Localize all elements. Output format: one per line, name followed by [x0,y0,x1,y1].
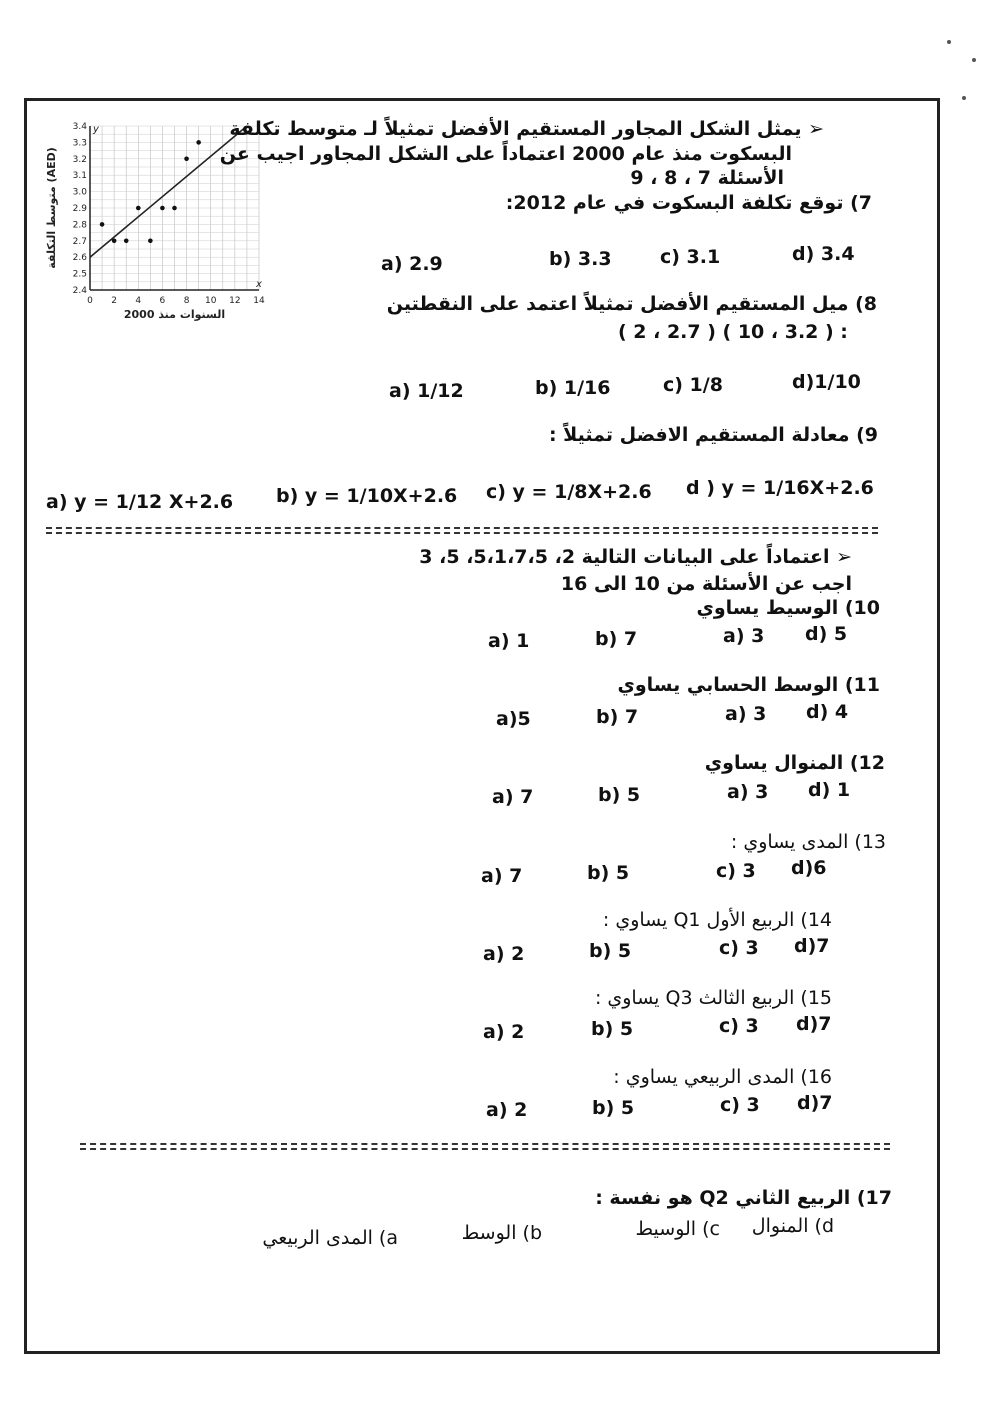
data-point [112,239,117,244]
intro-line-3: الأسئلة 7 ، 8 ، 9 [630,167,784,189]
q7-option-b[interactable]: b) 3.3 [549,248,612,270]
y-axis-label: متوسط التكلفة (AED) [45,147,58,269]
q15-option-d[interactable]: d)7 [796,1013,832,1035]
q8-points: ( 2 ، 2.7 ) ( 10 ، 3.2 ) : [618,321,848,343]
q17-option-d[interactable]: d) المنوال [751,1215,834,1237]
x-tick-label: 10 [204,296,217,306]
x-axis-letter: x [256,279,262,290]
q8-option-d[interactable]: d)1/10 [792,371,861,393]
x-tick-label: 12 [229,296,241,306]
q9-option-c[interactable]: c) y = 1/8X+2.6 [486,481,652,503]
q10-option-c[interactable]: a) 3 [723,625,765,647]
q10-option-a[interactable]: a) 1 [488,630,530,652]
q12-option-c[interactable]: a) 3 [727,781,769,803]
y-axis-letter: y [93,124,99,135]
y-tick-label: 3.0 [72,187,87,198]
q16-option-d[interactable]: d)7 [797,1092,833,1114]
y-tick-label: 3.1 [72,171,87,182]
y-tick-label: 3.4 [72,122,87,132]
x-tick-label: 6 [159,296,166,306]
q16-option-c[interactable]: c) 3 [720,1094,760,1116]
q16-text: 16) المدى الربيعي يساوي : [613,1066,832,1088]
y-tick-label: 2.6 [72,253,87,264]
q15-option-c[interactable]: c) 3 [719,1015,759,1037]
q13-option-a[interactable]: a) 7 [481,865,523,887]
q15-option-a[interactable]: a) 2 [483,1021,525,1043]
q17-option-a[interactable]: a) المدى الربيعي [262,1227,398,1249]
q11-option-b[interactable]: b) 7 [596,706,639,728]
q17-option-b[interactable]: b) الوسط [461,1222,542,1244]
q12-option-d[interactable]: d) 1 [808,779,851,801]
q9-text: 9) معادلة المستقيم الافضل تمثيلاً : [548,424,878,446]
data-point [196,140,201,145]
data-intro-line-2: اجب عن الأسئلة من 10 الى 16 [560,573,852,595]
x-tick-label: 4 [135,296,142,306]
y-tick-label: 3.2 [72,154,87,165]
data-point [100,222,105,227]
speck-2 [972,58,976,62]
q7-option-c[interactable]: c) 3.1 [660,246,721,268]
q14-option-a[interactable]: a) 2 [483,943,525,965]
q11-option-c[interactable]: a) 3 [725,703,767,725]
intro-line-1: ➢ يمثل الشكل المجاور المستقيم الأفضل تمثيلاً لـ متوسط تكلفة [229,118,824,140]
q10-option-d[interactable]: d) 5 [805,623,848,645]
q14-text: 14) الربيع الأول Q1 يساوي : [602,909,832,931]
data-point [124,239,129,244]
q7-text: 7) توقع تكلفة البسكوت في عام 2012: [505,192,872,214]
q7-option-d[interactable]: d) 3.4 [792,243,855,265]
q12-option-b[interactable]: b) 5 [598,784,641,806]
q11-option-a[interactable]: a)5 [496,708,531,730]
q10-text: 10) الوسيط يساوي [696,597,880,619]
q13-option-c[interactable]: c) 3 [716,860,756,882]
q9-option-b[interactable]: b) y = 1/10X+2.6 [276,485,458,507]
intro-line-2: البسكوت منذ عام 2000 اعتماداً على الشكل المجاور اجيب عن [219,143,792,165]
y-tick-label: 2.5 [72,269,87,280]
x-tick-label: 14 [253,296,265,306]
q12-option-a[interactable]: a) 7 [492,786,534,808]
q14-option-c[interactable]: c) 3 [719,937,759,959]
q11-option-d[interactable]: d) 4 [806,701,849,723]
y-tick-label: 2.9 [72,204,87,214]
data-point [184,157,189,162]
x-axis-label: السنوات منذ 2000 [123,308,226,321]
data-point [136,206,141,211]
q8-option-b[interactable]: b) 1/16 [535,377,611,399]
q16-option-a[interactable]: a) 2 [486,1099,528,1121]
q9-option-a[interactable]: a) y = 1/12 X+2.6 [46,491,234,513]
q9-option-d[interactable]: d ) y = 1/16X+2.6 [686,477,874,499]
x-tick-label: 0 [87,296,93,306]
q7-option-a[interactable]: a) 2.9 [381,253,443,275]
data-intro-line-1: ➢ اعتماداً على البيانات التالية 2، 5،1،7،5، 5، 3 [419,546,852,568]
q11-text: 11) الوسط الحسابي يساوي [617,674,880,696]
speck-1 [947,40,951,44]
q15-text: 15) الربيع الثالث Q3 يساوي : [594,987,832,1009]
separator-2 [80,1143,890,1150]
x-tick-label: 2 [111,296,118,306]
y-tick-label: 2.4 [72,286,87,296]
q13-option-b[interactable]: b) 5 [587,862,630,884]
q8-option-a[interactable]: a) 1/12 [389,380,464,402]
q14-option-d[interactable]: d)7 [794,935,830,957]
q13-option-d[interactable]: d)6 [791,857,827,879]
y-tick-label: 2.8 [72,220,87,231]
data-point [172,206,177,211]
q13-text: 13) المدى يساوي : [730,831,886,853]
q8-option-c[interactable]: c) 1/8 [663,374,723,396]
q16-option-b[interactable]: b) 5 [592,1097,635,1119]
separator-1 [46,527,878,534]
q17-text: 17) الربيع الثاني Q2 هو نفسة : [595,1187,892,1209]
q17-option-c[interactable]: c) الوسيط [635,1218,720,1240]
data-point [148,239,153,244]
q10-option-b[interactable]: b) 7 [595,628,638,650]
y-tick-label: 2.7 [72,236,87,247]
y-tick-label: 3.3 [72,138,87,149]
q15-option-b[interactable]: b) 5 [591,1018,634,1040]
x-tick-label: 8 [183,296,190,306]
q8-text: 8) ميل المستقيم الأفضل تمثيلاً اعتمد على النقطتين [386,293,877,315]
data-point [160,206,165,211]
speck-3 [962,96,966,100]
q14-option-b[interactable]: b) 5 [589,940,632,962]
q12-text: 12) المنوال يساوي [704,752,885,774]
